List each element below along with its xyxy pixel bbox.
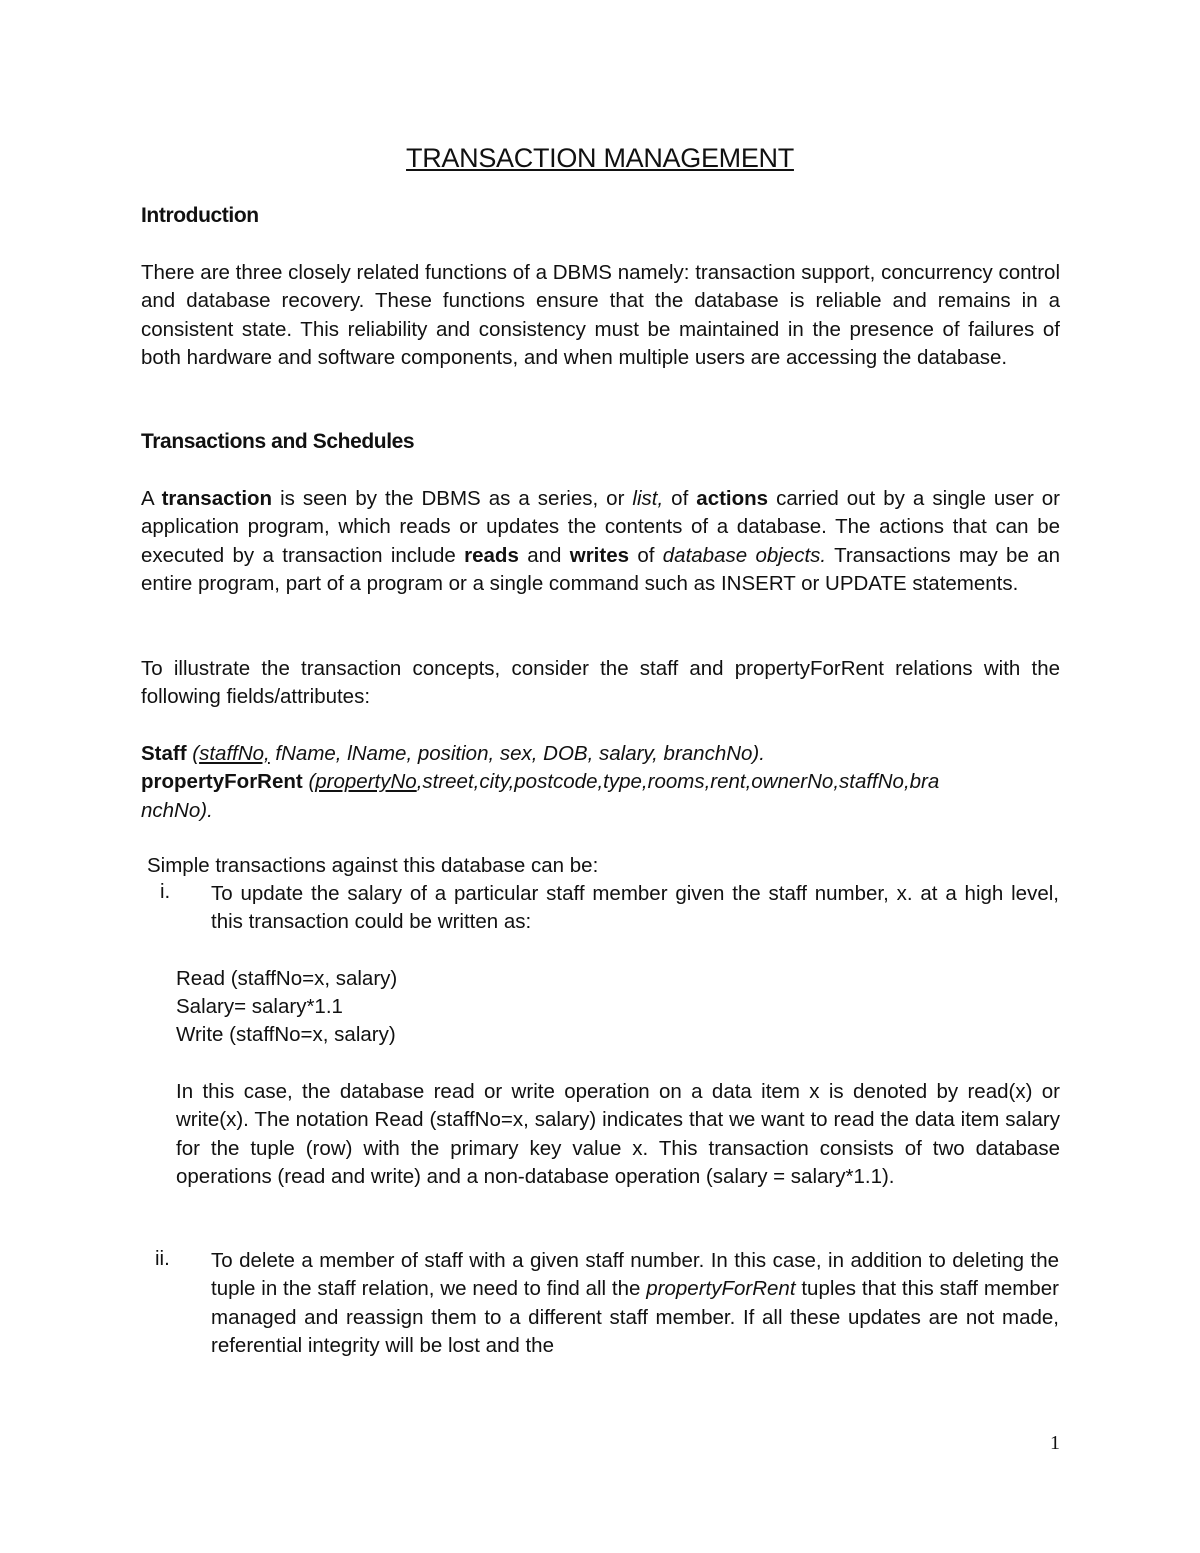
term-list: list, [632,487,664,510]
intro-heading: Introduction [141,204,259,227]
list-item-number-1: i. [160,880,171,903]
term-transaction: transaction [161,487,273,510]
list-item-number-2: ii. [155,1247,170,1270]
term-writes: writes [569,543,629,567]
page-title: TRANSACTION MANAGEMENT [406,143,794,173]
property-primary-key: propertyNo [315,770,417,794]
page-number: 1 [1050,1432,1060,1454]
property-relation-name: propertyForRent [141,770,303,794]
term-reads: reads [464,543,519,567]
term-property-for-rent: propertyForRent [646,1277,796,1301]
staff-primary-key: staffNo, [199,742,270,765]
list-item-1: To update the salary of a particular staff member given the staff number, x. at a high level, this transaction could be written as: [211,882,1059,934]
simple-transactions-lead: Simple transactions against this database can be: [147,854,599,877]
relations-block [141,740,1060,825]
staff-relation: Staff (staffNo, fName, lName, position, sex, DOB, salary, branchNo). [141,742,765,765]
transactions-heading: Transactions and Schedules [141,430,415,453]
list-item-2: To delete a member of staff with a given staff number. In this case, in addition to deleting the tuple in the staff relation, we need to find all the propertyForRent tuples that this staff member managed and reassign them to a different staff member. If all these updates are not made, referential integrity will be lost and the [211,1249,1060,1357]
intro-paragraph: There are three closely related functions of a DBMS namely: transaction support, concurrency control and database recovery. These functions ensure that the database is reliable and remains in a consistent state. This reliability and consistency must be maintained in the presence of failures of both hardware and software components, and when multiple users are accessing the database. [141,261,1060,369]
code-line-salary: Salary= salary*1.1 [176,995,343,1018]
code-line-write: Write (staffNo=x, salary) [176,1023,396,1046]
term-actions: actions [696,487,769,510]
transaction-definition-paragraph: A transaction is seen by the DBMS as a series, or list, of actions carried out by a single user or application program, which reads or updates the contents of a database. The actions that can be executed by a transaction include reads and writes of database objects. Transactions may be an entire program, part of a program or a single command such as INSERT or UPDATE statements. [141,487,1061,595]
property-relation-continued: nchNo). [141,798,213,822]
staff-relation-name: Staff [141,742,187,765]
operation-explanation: In this case, the database read or write operation on a data item x is denoted by read(x) or write(x). The notation Read (staffNo=x, salary) indicates that we want to read the data item salary for the tuple (row) with the primary key value x. This transaction consists of two database operations (read and write) and a non-database operation (salary = salary*1.1). [176,1080,1060,1188]
term-database-objects: database objects. [662,543,827,567]
illustrate-paragraph: To illustrate the transaction concepts, consider the staff and propertyForRent relations with the following fields/attributes: [141,657,1060,709]
code-line-read: Read (staffNo=x, salary) [176,967,398,990]
property-relation: propertyForRent (propertyNo,street,city,postcode,type,rooms,rent,ownerNo,staffNo,bra [141,770,940,794]
